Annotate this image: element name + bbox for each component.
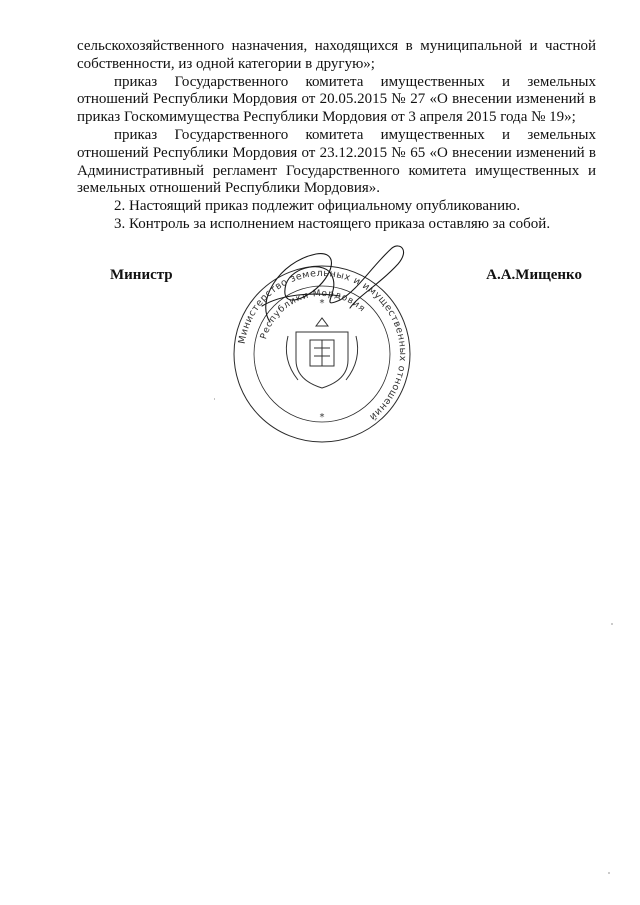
scan-speck [611,623,613,625]
document-body [77,38,596,234]
seal-stamp [234,266,410,442]
paragraph-continuation: сельскохозяйственного назначения, находящихся в муниципальной и частной собственности, из одной категории в другую»; [77,38,596,72]
paragraph-item-3: 3. Контроль за исполнением настоящего приказа оставляю за собой. [114,215,551,232]
scan-speck [608,872,610,874]
signatory-title: Министр [110,267,173,283]
svg-text:Республики Мордовия [259,289,367,341]
seal-outer-text: Министерство земельных и имущественных отношений [236,267,409,423]
signatory-name: А.А.Мищенко [486,267,582,283]
coat-of-arms-icon [286,318,357,388]
official-seal [222,236,422,423]
seal-top-star-icon: * [319,298,325,309]
seal-inner-text: Республики Мордовия [259,288,368,341]
paragraph-order-2015-27: приказ Государственного комитета имущественных и земельных отношений Республики Мордовия от 20.05.2015 № 27 «О внесении изменений в приказ Госкомимущества Республики Мордовия от 3 апреля 2015 года № 19»; [77,73,596,126]
scan-speck [214,398,215,400]
paragraph-item-2: 2. Настоящий приказ подлежит официальному опубликованию. [114,198,521,215]
paragraph-order-2015-65: приказ Государственного комитета имущественных и земельных отношений Республики Мордовия от 23.12.2015 № 65 «О внесении изменений в Административный регламент Государственного комитета имущественных и земельных отношений Республики Мордовия». [77,126,596,197]
seal-star-icon: * [319,412,325,423]
